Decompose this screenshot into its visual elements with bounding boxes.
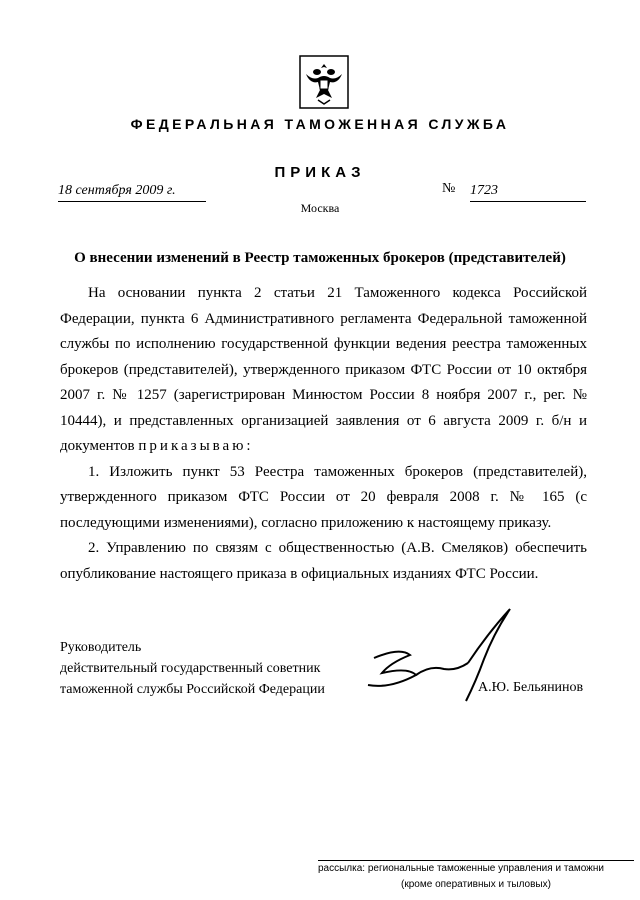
issue-city: Москва <box>300 201 340 215</box>
order-number-prefix: № <box>442 181 456 196</box>
signatory-title-line: действительный государственный советник <box>60 661 321 676</box>
signatory-title-block <box>60 637 360 700</box>
signer-name: А.Ю. Бельянинов <box>478 680 584 695</box>
distribution-list: рассылка: региональные таможенные управления и таможни <box>318 863 604 874</box>
order-number: 1723 <box>470 183 586 202</box>
preamble-paragraph <box>60 281 587 460</box>
document-type-title: ПРИКАЗ <box>274 164 366 181</box>
signatory-title-line: таможенной службы Российской Федерации <box>60 682 325 697</box>
order-item-1: 1. Изложить пункт 53 Реестра таможенных брокеров (представителей), утвержденного приказом ФТС России от 20 февраля 2008 г. № 165 (с последующими изменениями), согласно приложению к настоящему приказу. <box>60 463 587 531</box>
preamble-text: На основании пункта 2 статьи 21 Таможенного кодекса Российской Федерации, пункта 6 Административного регламента Федеральной таможенной службы по исполнению государственной функции ведения реестра таможенных брокеров (представителей), утвержденного приказом ФТС России от 10 октября 2007 г. № 1257 (зарегистрирован Минюстом России 8 ноября 2007 г., рег. № 10444), и представленных организацией заявления от 6 августа 2009 г. б/н и документов <box>60 285 587 454</box>
order-date: 18 сентября 2009 г. <box>58 183 206 202</box>
order-body <box>60 281 587 587</box>
coat-of-arms-emblem <box>298 54 350 110</box>
order-item-2: 2. Управлению по связям с общественностью (А.В. Смеляков) обеспечить опубликование настоящего приказа в официальных изданиях ФТС России. <box>60 540 587 582</box>
agency-name: ФЕДЕРАЛЬНАЯ ТАМОЖЕННАЯ СЛУЖБА <box>130 116 510 132</box>
distribution-note: (кроме оперативных и тыловых) <box>401 879 551 890</box>
distribution-divider <box>318 860 634 861</box>
signatory-title-line: Руководитель <box>60 640 142 655</box>
order-subject-heading: О внесении изменений в Реестр таможенных брокеров (представителей) <box>74 250 566 266</box>
command-word: приказываю: <box>138 438 254 454</box>
